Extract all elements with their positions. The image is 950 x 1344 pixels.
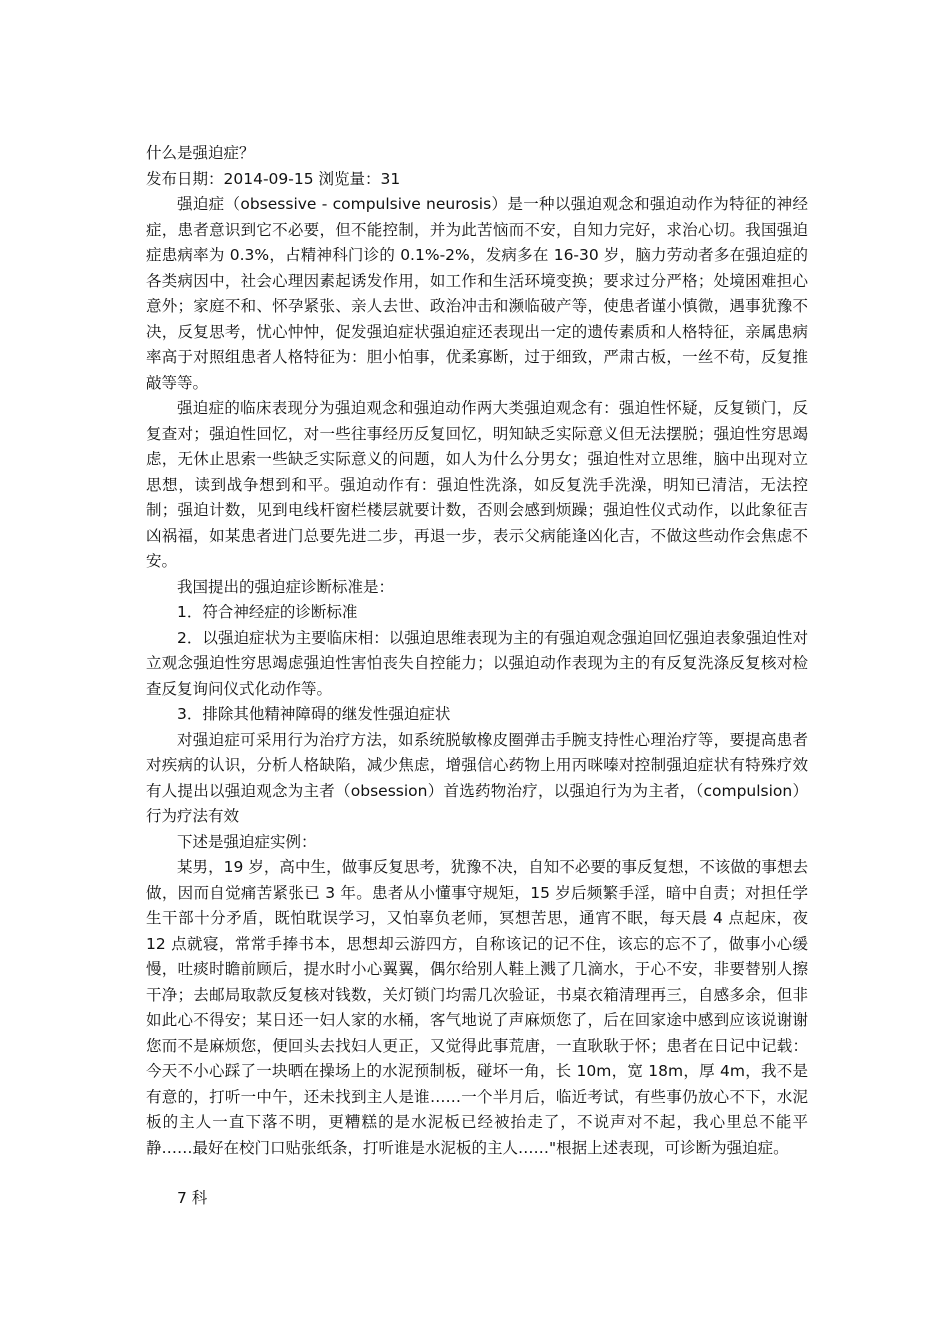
publish-meta: 发布日期：2014-09-15 浏览量：31 <box>146 169 401 188</box>
paragraph-treatment: 对强迫症可采用行为治疗方法，如系统脱敏橡皮圈弹击手腕支持性心理治疗等，要提高患者对疾病的认识，分析人格缺陷，减少焦虑，增强信心药物上用丙咪嗪对控制强迫症状有特殊疗效有人提出以强迫观念为主者（obsession）首选药物治疗，以强迫行为为主者，（compulsion）行为疗法有效 <box>146 730 808 825</box>
criteria-item-1: 1．符合神经症的诊断标准 <box>177 603 358 621</box>
paragraph-criteria-intro: 我国提出的强迫症诊断标准是： <box>177 577 395 596</box>
paragraph-case-study: 某男，19 岁，高中生，做事反复思考，犹豫不决，自知不必要的事反复想，不该做的事想去做，因而自觉痛苦紧张已 3 年。患者从小懂事守规矩，15 岁后频繁手淫，暗中自责；对担任学生干部十分矛盾，既怕耽误学习，又怕辜负老师，冥想苦思，通宵不眠，每天晨 4 点起床，夜 12 点就寝，常常手捧书本，思想却云游四方，自称该记的记不住，该忘的忘不了，做事小心缓慢，吐痰时瞻前顾后，提水时小心翼翼，偶尔给别人鞋上溅了几滴水，于心不安，非要替别人擦干净；去邮局取款反复核对钱数，关灯锁门均需几次验证，书桌衣箱清理再三，自感多余，但非如此心不得安；某日还一妇人家的水桶，客气地说了声麻烦您了，后在回家途中感到应该说谢谢您而不是麻烦您，便回头去找妇人更正，又觉得此事荒唐，一直耿耿于怀；患者在日记中记载：今天不小心踩了一块晒在操场上的水泥预制板，碰坏一角，长 10m，宽 18m，厚 4m，我不是有意的，打听一中午，还未找到主人是谁……一个半月后，临近考试，有些事仍放心不下，水泥板的主人一直下落不明，更糟糕的是水泥板已经被抬走了，不说声对不起，我心里总不能平静……最好在校门口贴张纸条，打听谁是水泥板的主人……"根据上述表现，可诊断为强迫症。 <box>146 858 808 1157</box>
page-footer-text: 7 科 <box>177 1189 208 1207</box>
criteria-item-2: 2．以强迫症状为主要临床相：以强迫思维表现为主的有强迫观念强迫回忆强迫表象强迫性对立观念强迫性穷思竭虑强迫性害怕丧失自控能力；以强迫动作表现为主的有反复洗涤反复核对检查反复询问仪式化动作等。 <box>146 628 808 698</box>
paragraph-definition: 强迫症（obsessive - compulsive neurosis）是一种以强迫观念和强迫动作为特征的神经症，患者意识到它不必要，但不能控制，并为此苦恼而不安，自知力完好，求治心切。我国强迫症患病率为 0.3%，占精神科门诊的 0.1%-2%，发病多在 16-30 岁，脑力劳动者多在强迫症的各类病因中，社会心理因素起诱发作用，如工作和生活环境变换；要求过分严格；处境困难担心意外；家庭不和、怀孕紧张、亲人去世、政治冲击和濒临破产等，使患者谨小慎微，遇事犹豫不决，反复思考，忧心忡忡，促发强迫症状强迫症还表现出一定的遗传素质和人格特征，亲属患病率高于对照组患者人格特征为：胆小怕事，优柔寡断，过于细致，严肃古板，一丝不苟，反复推敲等等。 <box>146 195 808 392</box>
document-title: 什么是强迫症？ <box>146 144 255 162</box>
document-body <box>146 141 808 1212</box>
paragraph-clinical-features: 强迫症的临床表现分为强迫观念和强迫动作两大类强迫观念有：强迫性怀疑，反复锁门，反复查对；强迫性回忆，对一些往事经历反复回忆，明知缺乏实际意义但无法摆脱；强迫性穷思竭虑，无休止思索一些缺乏实际意义的问题，如人为什么分男女；强迫性对立思维，脑中出现对立思想，读到战争想到和平。强迫动作有：强迫性洗涤，如反复洗手洗澡，明知已清洁，无法控制；强迫计数，见到电线杆窗栏楼层就要计数，否则会感到烦躁；强迫性仪式动作，以此象征吉凶祸福，如某患者进门总要先进二步，再退一步，表示父病能逢凶化吉，不做这些动作会焦虑不安。 <box>146 399 808 570</box>
paragraph-case-intro: 下述是强迫症实例： <box>177 832 317 851</box>
criteria-item-3: 3．排除其他精神障碍的继发性强迫症状 <box>177 705 451 723</box>
